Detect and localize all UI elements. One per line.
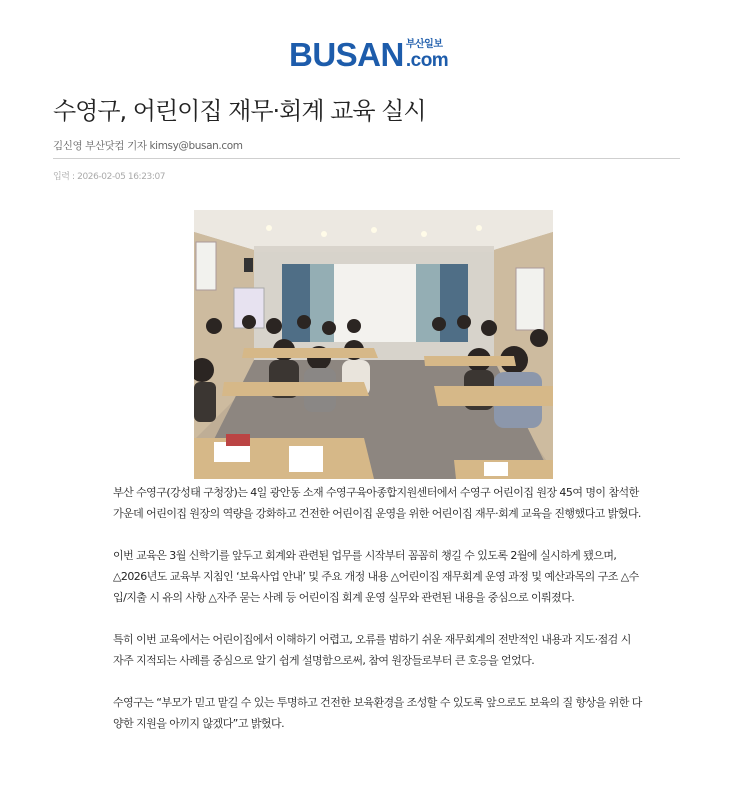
logo-korean: 부산일보 [405,39,443,50]
article-photo [194,210,553,479]
logo-dotcom: .com [405,50,449,71]
logo-wordmark: BUSAN [289,36,404,73]
header-divider [53,158,680,159]
article-title: 수영구, 어린이집 재무·회계 교육 실시 [53,97,426,125]
article-paragraph: 수영구는 “부모가 믿고 맡길 수 있는 투명하고 건전한 보육환경을 조성할 수 있도록 앞으로도 보육의 질 향상을 위한 다양한 지원을 아끼지 않겠다”고 밝혔다. [113,696,642,730]
article-body [113,482,643,755]
article-paragraph: 이번 교육은 3월 신학기를 앞두고 회계와 관련된 업무를 시작부터 꼼꼼히 챙길 수 있도록 2월에 실시하게 됐으며, △2026년도 교육부 지침인 ‘보육사업 안내’ 및 주요 개정 내용 △어린이집 재무회계 운영 과정 및 예산과목의 구조 △수입/지출 시 유의 사항 △자주 묻는 사례 등 어린이집 회계 운영 실무와 관련된 내용을 중심으로 이뤄졌다. [113,549,639,604]
article-paragraph: 특히 이번 교육에서는 어린이집에서 이해하기 어렵고, 오류를 범하기 쉬운 재무회계의 전반적인 내용과 지도·점검 시 자주 지적되는 사례를 중심으로 알기 쉽게 설명함으로써, 참여 원장들로부터 큰 호응을 얻었다. [113,633,631,667]
logo-side [406,40,448,70]
article-byline: 김신영 부산닷컴 기자 kimsy@busan.com [53,140,243,152]
article-dateline: 입력 : 2026-02-05 16:23:07 [53,172,166,182]
seminar-photo-illustration [194,210,553,479]
site-logo[interactable] [289,36,449,73]
article-paragraph: 부산 수영구(강성태 구청장)는 4일 광안동 소재 수영구육아종합지원센터에서 수영구 어린이집 원장 45여 명이 참석한 가운데 어린이집 원장의 역량을 강화하고 건전한 어린이집 운영을 위한 어린이집 재무·회계 교육을 진행했다고 밝혔다. [113,486,641,520]
